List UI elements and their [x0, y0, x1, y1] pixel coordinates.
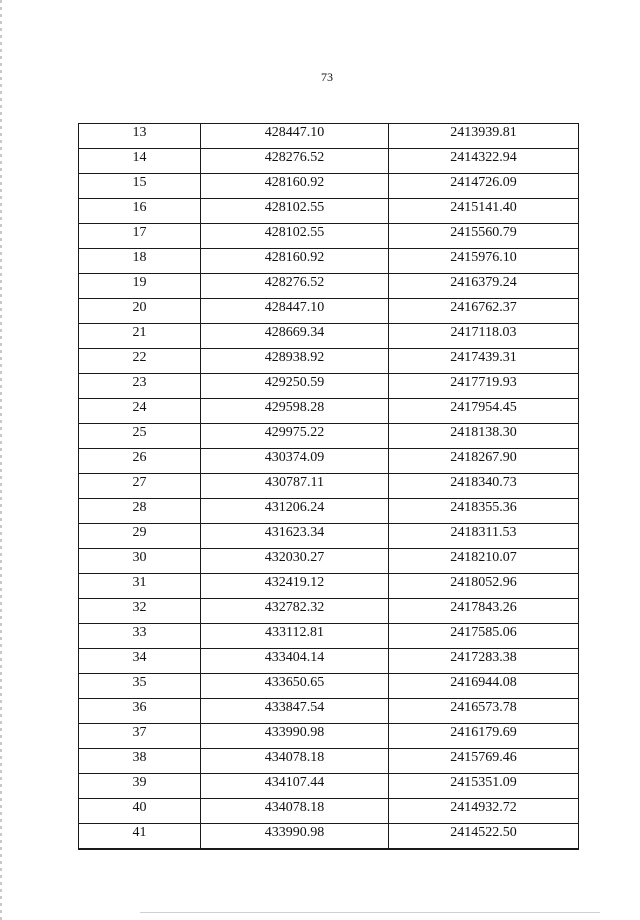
y-coordinate-cell: 2416944.08: [389, 674, 579, 699]
point-number-cell: 22: [79, 349, 201, 374]
x-coordinate-cell: 434078.18: [201, 799, 389, 824]
table-row: [79, 299, 579, 324]
x-coordinate-cell: 428102.55: [201, 224, 389, 249]
y-coordinate-cell: 2414726.09: [389, 174, 579, 199]
y-coordinate-cell: 2415560.79: [389, 224, 579, 249]
point-number-cell: 23: [79, 374, 201, 399]
table-row: [79, 349, 579, 374]
x-coordinate-cell: 431623.34: [201, 524, 389, 549]
point-number-cell: 37: [79, 724, 201, 749]
table-row: [79, 824, 579, 849]
table-row: [79, 249, 579, 274]
y-coordinate-cell: 2417439.31: [389, 349, 579, 374]
y-coordinate-cell: 2417283.38: [389, 649, 579, 674]
table-row: [79, 374, 579, 399]
y-coordinate-cell: 2414932.72: [389, 799, 579, 824]
y-coordinate-cell: 2417719.93: [389, 374, 579, 399]
x-coordinate-cell: 428160.92: [201, 249, 389, 274]
table-row: [79, 674, 579, 699]
table-row: [79, 424, 579, 449]
point-number-cell: 36: [79, 699, 201, 724]
y-coordinate-cell: 2418138.30: [389, 424, 579, 449]
point-number-cell: 17: [79, 224, 201, 249]
point-number-cell: 27: [79, 474, 201, 499]
x-coordinate-cell: 432782.32: [201, 599, 389, 624]
y-coordinate-cell: 2418311.53: [389, 524, 579, 549]
point-number-cell: 20: [79, 299, 201, 324]
point-number-cell: 15: [79, 174, 201, 199]
y-coordinate-cell: 2416379.24: [389, 274, 579, 299]
table-row: [79, 724, 579, 749]
x-coordinate-cell: 428276.52: [201, 149, 389, 174]
y-coordinate-cell: 2413939.81: [389, 124, 579, 149]
x-coordinate-cell: 432419.12: [201, 574, 389, 599]
point-number-cell: 13: [79, 124, 201, 149]
table-row: [79, 749, 579, 774]
x-coordinate-cell: 433990.98: [201, 724, 389, 749]
point-number-cell: 18: [79, 249, 201, 274]
x-coordinate-cell: 433847.54: [201, 699, 389, 724]
x-coordinate-cell: 433112.81: [201, 624, 389, 649]
table-row: [79, 499, 579, 524]
page-number: 73: [321, 70, 333, 84]
table-row: [79, 224, 579, 249]
point-number-cell: 28: [79, 499, 201, 524]
y-coordinate-cell: 2418340.73: [389, 474, 579, 499]
table-row: [79, 149, 579, 174]
point-number-cell: 14: [79, 149, 201, 174]
point-number-cell: 29: [79, 524, 201, 549]
x-coordinate-cell: 428669.34: [201, 324, 389, 349]
x-coordinate-cell: 428160.92: [201, 174, 389, 199]
x-coordinate-cell: 431206.24: [201, 499, 389, 524]
table-row: [79, 449, 579, 474]
table-row: [79, 574, 579, 599]
point-number-cell: 16: [79, 199, 201, 224]
point-number-cell: 33: [79, 624, 201, 649]
table-row: [79, 474, 579, 499]
x-coordinate-cell: 434078.18: [201, 749, 389, 774]
table-row: [79, 799, 579, 824]
y-coordinate-cell: 2415976.10: [389, 249, 579, 274]
point-number-cell: 35: [79, 674, 201, 699]
point-number-cell: 25: [79, 424, 201, 449]
table-row: [79, 649, 579, 674]
table-row: [79, 124, 579, 149]
table-row: [79, 624, 579, 649]
table-row: [79, 199, 579, 224]
y-coordinate-cell: 2414322.94: [389, 149, 579, 174]
coordinate-table-body: [79, 124, 579, 849]
x-coordinate-cell: 433990.98: [201, 824, 389, 849]
point-number-cell: 34: [79, 649, 201, 674]
table-row: [79, 774, 579, 799]
point-number-cell: 41: [79, 824, 201, 849]
page-bottom-rule: [140, 912, 600, 913]
y-coordinate-cell: 2414522.50: [389, 824, 579, 849]
point-number-cell: 38: [79, 749, 201, 774]
table-row: [79, 399, 579, 424]
x-coordinate-cell: 433650.65: [201, 674, 389, 699]
table-row: [79, 599, 579, 624]
y-coordinate-cell: 2415351.09: [389, 774, 579, 799]
y-coordinate-cell: 2417954.45: [389, 399, 579, 424]
y-coordinate-cell: 2416762.37: [389, 299, 579, 324]
table-row: [79, 324, 579, 349]
y-coordinate-cell: 2417585.06: [389, 624, 579, 649]
y-coordinate-cell: 2418210.07: [389, 549, 579, 574]
point-number-cell: 26: [79, 449, 201, 474]
y-coordinate-cell: 2416179.69: [389, 724, 579, 749]
point-number-cell: 39: [79, 774, 201, 799]
point-number-cell: 24: [79, 399, 201, 424]
x-coordinate-cell: 429975.22: [201, 424, 389, 449]
y-coordinate-cell: 2418052.96: [389, 574, 579, 599]
y-coordinate-cell: 2415141.40: [389, 199, 579, 224]
x-coordinate-cell: 429598.28: [201, 399, 389, 424]
x-coordinate-cell: 428447.10: [201, 299, 389, 324]
point-number-cell: 19: [79, 274, 201, 299]
x-coordinate-cell: 430374.09: [201, 449, 389, 474]
x-coordinate-cell: 428447.10: [201, 124, 389, 149]
y-coordinate-cell: 2418355.36: [389, 499, 579, 524]
page-edge-scan-artifact: [0, 0, 2, 920]
x-coordinate-cell: 428102.55: [201, 199, 389, 224]
x-coordinate-cell: 428276.52: [201, 274, 389, 299]
x-coordinate-cell: 429250.59: [201, 374, 389, 399]
y-coordinate-cell: 2415769.46: [389, 749, 579, 774]
point-number-cell: 21: [79, 324, 201, 349]
table-row: [79, 699, 579, 724]
x-coordinate-cell: 430787.11: [201, 474, 389, 499]
x-coordinate-cell: 428938.92: [201, 349, 389, 374]
x-coordinate-cell: 433404.14: [201, 649, 389, 674]
point-number-cell: 30: [79, 549, 201, 574]
y-coordinate-cell: 2418267.90: [389, 449, 579, 474]
table-row: [79, 549, 579, 574]
x-coordinate-cell: 432030.27: [201, 549, 389, 574]
coordinate-table: [78, 123, 579, 850]
table-row: [79, 524, 579, 549]
point-number-cell: 32: [79, 599, 201, 624]
table-row: [79, 174, 579, 199]
y-coordinate-cell: 2416573.78: [389, 699, 579, 724]
table-row: [79, 274, 579, 299]
y-coordinate-cell: 2417118.03: [389, 324, 579, 349]
y-coordinate-cell: 2417843.26: [389, 599, 579, 624]
x-coordinate-cell: 434107.44: [201, 774, 389, 799]
point-number-cell: 31: [79, 574, 201, 599]
point-number-cell: 40: [79, 799, 201, 824]
